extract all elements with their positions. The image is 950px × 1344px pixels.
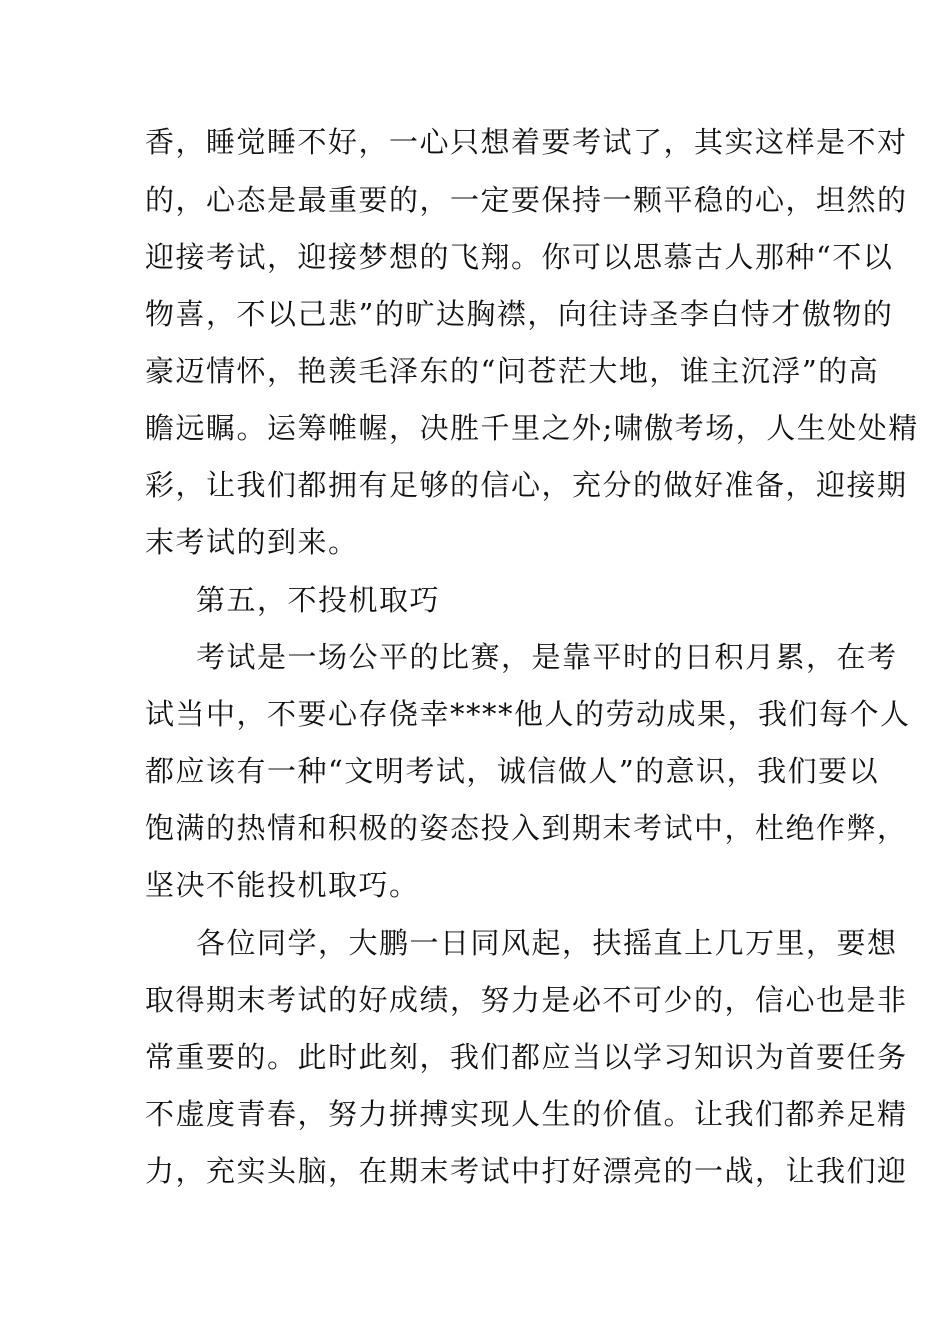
text-line: 饱满的热情和积极的姿态投入到期末考试中，杜绝作弊， [145,811,908,845]
text-line: 迎接考试，迎接梦想的飞翔。你可以思慕古人那种“不以 [145,240,894,274]
text-line: 物喜，不以己悲”的旷达胸襟，向往诗圣李白恃才傲物的 [145,297,894,331]
text-line: 末考试的到来。 [145,525,359,559]
text-line: 豪迈情怀，艳羡毛泽东的“问苍茫大地，谁主沉浮”的高 [145,354,880,388]
text-line: 彩，让我们都拥有足够的信心，充分的做好准备，迎接期 [145,468,908,502]
text-line: 常重要的。此时此刻，我们都应当以学习知识为首要任务 [145,1040,908,1074]
text-line: 考试是一场公平的比赛，是靠平时的日积月累，在考 [196,640,898,674]
text-line: 坚决不能投机取巧。 [145,868,420,902]
section-heading: 第五，不投机取巧 [196,583,441,617]
text-line: 都应该有一种“文明考试，诚信做人”的意识，我们要以 [145,754,880,788]
text-line: 力，充实头脑，在期末考试中打好漂亮的一战，让我们迎 [145,1154,908,1188]
text-line: 不虚度青春，努力拼搏实现人生的价值。让我们都养足精 [145,1097,908,1131]
text-line: 取得期末考试的好成绩，努力是必不可少的，信心也是非 [145,983,908,1017]
text-line: 试当中，不要心存侥幸****他人的劳动成果，我们每个人 [145,697,911,731]
text-line: 各位同学，大鹏一日同风起，扶摇直上几万里，要想 [196,926,898,960]
text-line: 香，睡觉睡不好，一心只想着要考试了，其实这样是不对 [145,125,908,159]
text-line: 的，心态是最重要的，一定要保持一颗平稳的心，坦然的 [145,183,908,217]
text-line: 瞻远瞩。运筹帷幄，决胜千里之外;啸傲考场，人生处处精 [145,411,919,445]
